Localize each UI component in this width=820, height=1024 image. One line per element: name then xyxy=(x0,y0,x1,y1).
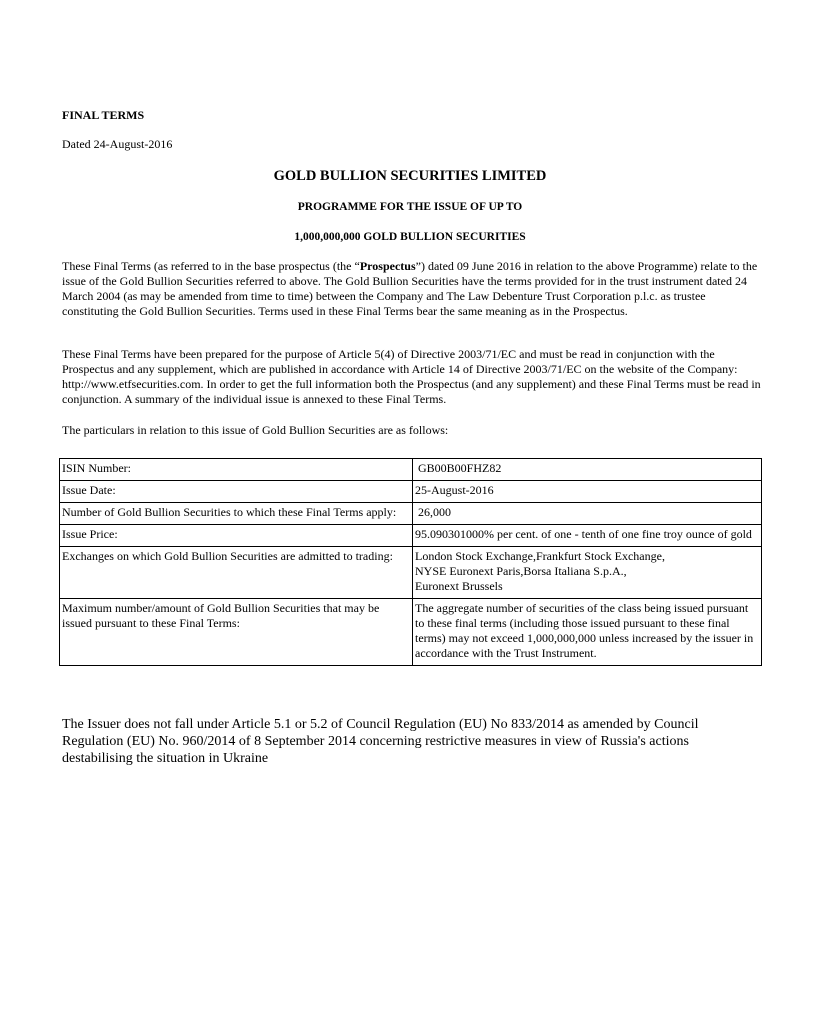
exchanges-value xyxy=(413,547,762,599)
dated-line: Dated 24-August-2016 xyxy=(62,137,173,151)
exchanges-label: Exchanges on which Gold Bullion Securities are admitted to trading: xyxy=(60,547,413,599)
intro-paragraph-start: These Final Terms (as referred to in the base prospectus (the “ xyxy=(62,259,360,273)
exchange-line: London Stock Exchange,Frankfurt Stock Exchange, xyxy=(415,549,665,563)
maximum-number-value: The aggregate number of securities of the class being issued pursuant to these final terms (including those issued pursuant to these final terms) may not exceed 1,000,000,000 unless increased by the issuer in accordance with the Trust Instrument. xyxy=(413,599,762,666)
intro-paragraph xyxy=(62,259,762,319)
issuer-sanctions-note: The Issuer does not fall under Article 5.1 or 5.2 of Council Regulation (EU) No 833/2014 as amended by Council Regulation (EU) No. 960/2014 of 8 September 2014 concerning restrictive measures in view of Russia's actions destabilising the situation in Ukraine xyxy=(62,717,699,766)
quantity-subtitle: 1,000,000,000 GOLD BULLION SECURITIES xyxy=(294,231,526,243)
company-title: GOLD BULLION SECURITIES LIMITED xyxy=(273,168,547,184)
issue-price-value: 95.090301000% per cent. of one - tenth of one fine troy ounce of gold xyxy=(413,525,762,547)
issue-date-value: 25-August-2016 xyxy=(413,481,762,503)
number-of-securities-label: Number of Gold Bullion Securities to which these Final Terms apply: xyxy=(60,503,413,525)
issue-price-label: Issue Price: xyxy=(60,525,413,547)
programme-subtitle: PROGRAMME FOR THE ISSUE OF UP TO xyxy=(297,201,523,213)
number-of-securities-value: 26,000 xyxy=(413,503,762,525)
isin-value: GB00B00FHZ82 xyxy=(413,459,762,481)
table-row xyxy=(60,481,762,503)
table-row xyxy=(60,459,762,481)
intro-paragraph-rest: ”) dated 09 June 2016 in relation to the above Programme) relate to the issue of the Gold Bullion Securities referred to above. The Gold Bullion Securities have the terms provided for in the trust instrument dated 24 March 2004 (as may be amended from time to time) between the Company and The Law Debenture Trust Corporation p.l.c. as trustee constituting the Gold Bullion Securities. Terms used in these Final Terms bear the same meaning as in the Prospectus. xyxy=(62,259,758,318)
particulars-intro: The particulars in relation to this issue of Gold Bullion Securities are as follows: xyxy=(62,423,449,437)
particulars-table xyxy=(59,458,762,666)
final-terms-heading: FINAL TERMS xyxy=(62,108,145,122)
table-row xyxy=(60,525,762,547)
exchange-line: NYSE Euronext Paris,Borsa Italiana S.p.A., xyxy=(415,564,627,578)
table-row xyxy=(60,547,762,599)
table-row xyxy=(60,599,762,666)
table-row xyxy=(60,503,762,525)
isin-label: ISIN Number: xyxy=(60,459,413,481)
exchange-line: Euronext Brussels xyxy=(415,579,503,593)
prospectus-term: Prospectus xyxy=(359,259,416,273)
maximum-number-label: Maximum number/amount of Gold Bullion Securities that may be issued pursuant to these Final Terms: xyxy=(60,599,413,666)
directive-paragraph: These Final Terms have been prepared for the purpose of Article 5(4) of Directive 2003/71/EC and must be read in conjunction with the Prospectus and any supplement, which are published in accordance with Article 14 of Directive 2003/71/EC on the website of the Company: http://www.etfsecurities.com. In order to get the full information both the Prospectus (and any supplement) and these Final Terms must be read in conjunction. A summary of the individual issue is annexed to these Final Terms. xyxy=(62,347,761,406)
issue-date-label: Issue Date: xyxy=(60,481,413,503)
